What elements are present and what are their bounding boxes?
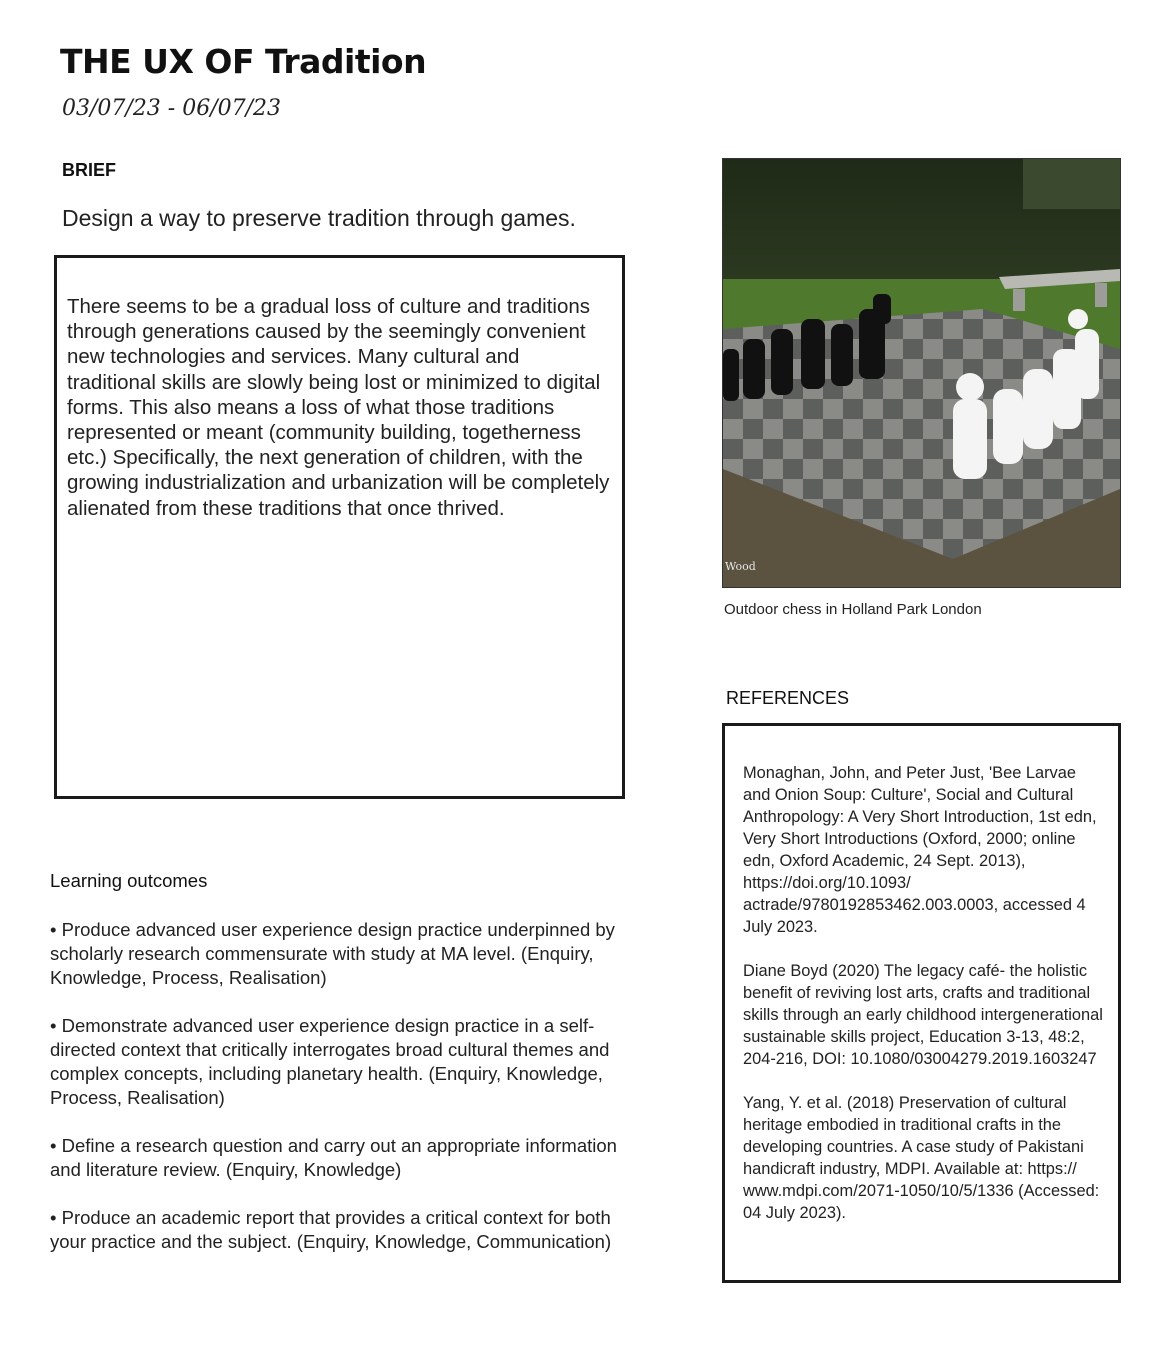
brief-box — [54, 255, 625, 799]
brief-statement: Design a way to preserve tradition through games. — [62, 205, 576, 231]
references-heading: REFERENCES — [726, 688, 850, 708]
photo-caption: Outdoor chess in Holland Park London — [724, 601, 982, 618]
reference-item: Diane Boyd (2020) The legacy café- the holistic benefit of reviving lost arts, crafts and traditional skills through an early childhood intergenerational sustainable skills project, Education 3-13, 48:2, 204-216, DOI: 10.1080/03004279.2019.1603247 — [743, 962, 1103, 1068]
brief-body: There seems to be a gradual loss of culture and traditions through generations caused by the seemingly convenient new technologies and services. Many cultural and traditional skills are slowly being lost or minimized to digital forms. This also means a loss of what those traditions represented or meant (community building, togetherness etc.) Specifically, the next generation of children, with the growing industrialization and urbanization will be completely alienated from these traditions that once thrived. — [67, 295, 610, 520]
brief-heading: BRIEF — [62, 160, 116, 180]
reference-item: Yang, Y. et al. (2018) Preservation of cultural heritage embodied in traditional crafts in the developing countries. A case study of Pakistani handicraft industry, MDPI. Available at: https:// www.mdpi.com/2071-1050/10/5/1336 (Accessed: 04 July 2023). — [743, 1094, 1100, 1222]
learning-outcomes-heading: Learning outcomes — [50, 870, 208, 891]
reference-item: Monaghan, John, and Peter Just, 'Bee Larvae and Onion Soup: Culture', Social and Cultural Anthropology: A Very Short Introduction, 1st edn, Very Short Introductions (Oxford, 2000; online edn, Oxford Academic, 24 Sept. 2013), https://doi.org/10.1093/ actrade/9780192853462.003.0003, accessed 4 July 2023. — [743, 764, 1097, 936]
date-range: 03/07/23 - 06/07/23 — [62, 96, 282, 121]
photo-watermark: Wood — [725, 560, 756, 573]
references-box — [722, 723, 1121, 1283]
learning-outcome-item: • Define a research question and carry out an appropriate information and literature review. (Enquiry, Knowledge) — [50, 1135, 617, 1180]
chess-photo — [722, 158, 1121, 588]
page-title: THE UX OF Tradition — [60, 42, 427, 81]
learning-outcomes-list — [50, 918, 640, 1278]
learning-outcome-item: • Produce advanced user experience design practice underpinned by scholarly research commensurate with study at MA level. (Enquiry, Knowledge, Process, Realisation) — [50, 919, 615, 988]
learning-outcome-item: • Demonstrate advanced user experience design practice in a self-directed context that critically interrogates broad cultural themes and complex concepts, including planetary health. (Enquiry, Knowledge, Process, Realisation) — [50, 1015, 610, 1108]
learning-outcome-item: • Produce an academic report that provides a critical context for both your practice and the subject. (Enquiry, Knowledge, Communication) — [50, 1207, 612, 1252]
chess-photo-illustration — [723, 159, 1120, 587]
